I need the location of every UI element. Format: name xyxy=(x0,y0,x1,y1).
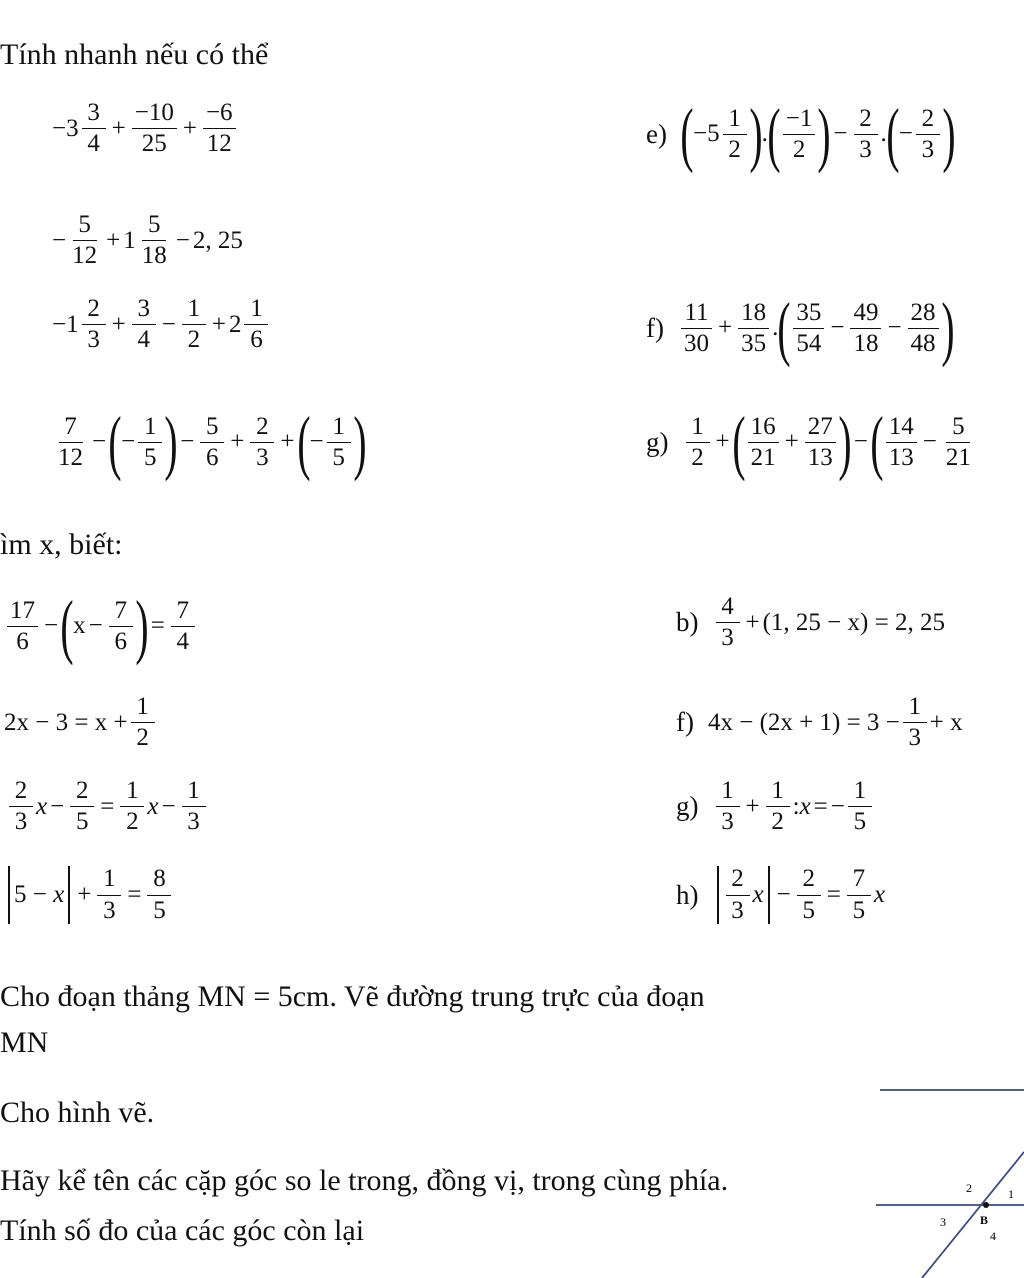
angle-1-label: 1 xyxy=(1008,1187,1014,1201)
problem-4-title: Cho hình vẽ. xyxy=(0,1096,155,1129)
label-b: b) xyxy=(676,607,699,638)
parallel-lines-figure xyxy=(870,1080,1024,1278)
expression-c: −1 $\frac{2}{3}$ + $\frac{3}{4}$ − $\frac{1}{2}$ + 2 $\frac{1}{6}$ xyxy=(52,296,271,354)
label-f2: f) xyxy=(676,707,694,738)
angle-2-label: 2 xyxy=(966,1181,972,1195)
label-h: h) xyxy=(676,879,699,910)
equation-h: h) $\frac{2}{3}$ x − $\frac{2}{5}$ = $\frac{7}{5}$ x xyxy=(676,865,885,924)
equation-a: $\frac{17}{6}$ − ( x − $\frac{7}{6}$ ) = $\frac{7}{4}$ xyxy=(4,594,198,659)
section-title-find-x: ìm x, biết: xyxy=(0,528,123,561)
problem-4-task-a: Hãy kể tên các cặp góc so le trong, đồng vị, trong cùng phía. xyxy=(0,1164,729,1197)
label-g: g) xyxy=(646,426,669,457)
point-b-label: B xyxy=(980,1213,989,1227)
equation-b: b) $\frac{4}{3}$ + (1, 25 − x) = 2, 25 xyxy=(676,593,945,652)
label-e: e) xyxy=(646,118,667,149)
angle-4-label: 4 xyxy=(990,1229,996,1243)
problem-3-line1: Cho đoạn thảng MN = 5cm. Vẽ đường trung trực của đoạn xyxy=(0,980,705,1013)
transversal-line xyxy=(922,1152,1024,1278)
point-b xyxy=(983,1202,989,1208)
label-g2: g) xyxy=(676,791,699,822)
expression-e: e) ( −5 $\frac{1}{2}$ ) . ( $\frac{-1}{2}$ ) − $\frac{2}{3}$ . ( − $\frac{2}{3}$ ) xyxy=(646,94,956,174)
equation-e: 5 − x + $\frac{1}{3}$ = $\frac{8}{5}$ xyxy=(4,866,174,924)
problem-3-line2: MN xyxy=(0,1026,49,1059)
equation-g: g) $\frac{1}{3}$ + $\frac{1}{2}$ : x = − $\frac{1}{5}$ xyxy=(676,778,875,836)
expression-a: −3 $\frac{3}{4}$ + $\frac{-10}{25}$ + $\frac{-6}{12}$ xyxy=(52,100,239,158)
equation-d: $\frac{2}{3}$ x − $\frac{2}{5}$ = $\frac{1}{2}$ x − $\frac{1}{3}$ xyxy=(6,778,209,836)
expression-f: f) $\frac{11}{30}$ + $\frac{18}{35}$ . ( $\frac{35}{54}$ − $\frac{49}{18}$ − $\frac{28}{48}$ ) xyxy=(646,288,955,368)
equation-f: f) 4x − (2x + 1) = 3 − $\frac{1}{3}$ + x xyxy=(676,693,963,752)
problem-4-task-b: Tính số đo của các góc còn lại xyxy=(0,1214,365,1247)
angle-3-label: 3 xyxy=(940,1215,946,1229)
section-title-quick-calc: Tính nhanh nếu có thể xyxy=(0,38,269,71)
expression-b: − $\frac{5}{12}$ + 1 $\frac{5}{18}$ − 2, 25 xyxy=(52,211,243,270)
expression-g: g) $\frac{1}{2}$ + ( $\frac{16}{21}$ + $\frac{27}{13}$ ) − ( $\frac{14}{13}$ − $\frac{5}{21}$ xyxy=(646,402,971,482)
expression-d: $\frac{7}{12}$ − ( − $\frac{1}{5}$ ) − $\frac{5}{6}$ + $\frac{2}{3}$ + ( − $\frac{1}{5}$ ) xyxy=(58,402,367,482)
label-f: f) xyxy=(646,312,664,343)
equation-c: 2x − 3 = x + $\frac{1}{2}$ xyxy=(4,694,158,752)
